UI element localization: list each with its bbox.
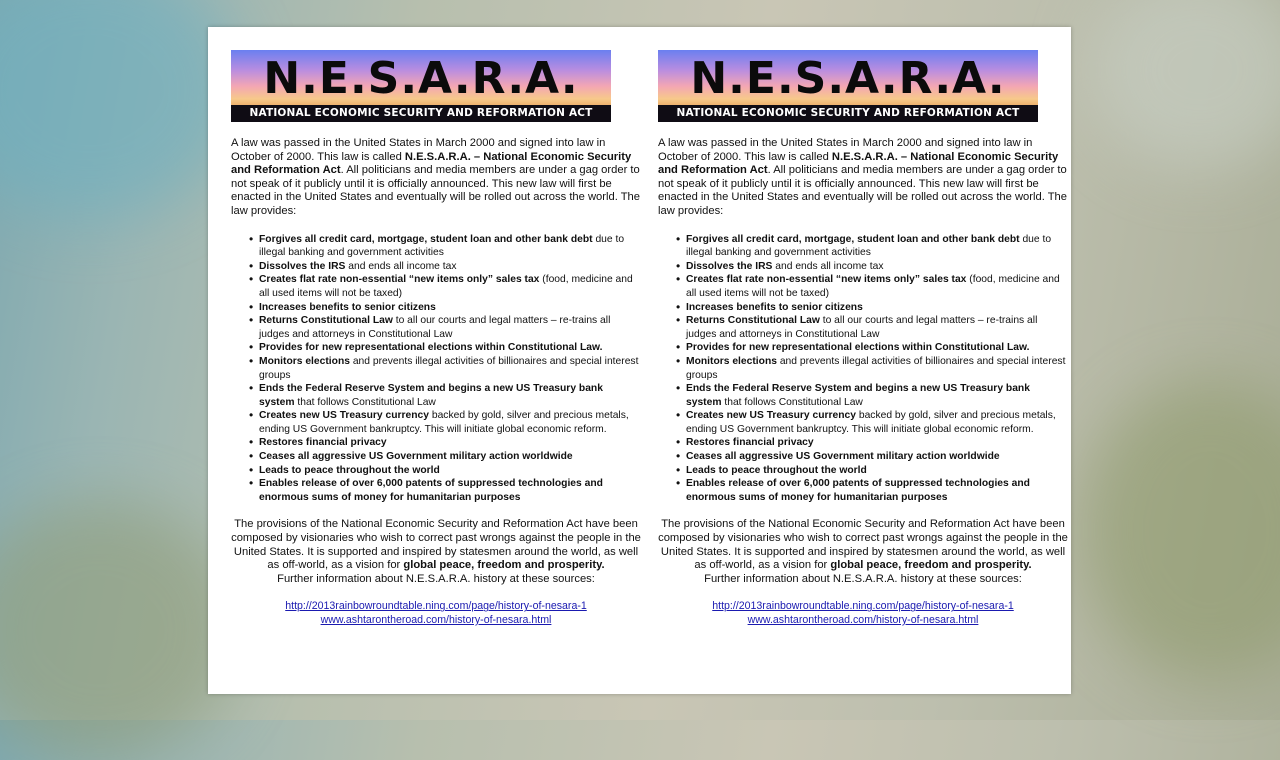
intro-paragraph: A law was passed in the United States in March 2000 and signed into law in October of 2000. This law is called N.E.S.A.R.A. – National Economic Security and Reformation Act. All politicians and media members are under a gag order to not speak of it publicly until it is officially announced. This new law will first be enacted in the United States and eventually will be rolled out across the world. The law provides: <box>658 137 1067 217</box>
flyer-left <box>231 50 641 628</box>
list-item: • Provides for new representational elections within Constitutional Law. <box>676 341 1068 355</box>
provisions-list <box>231 233 641 505</box>
law-name: N.E.S.A.R.A. – National Economic Security and Reformation Act <box>231 150 632 177</box>
list-item: • Provides for new representational elections within Constitutional Law. <box>249 341 641 355</box>
intro-paragraph: A law was passed in the United States in March 2000 and signed into law in October of 2000. This law is called N.E.S.A.R.A. – National Economic Security and Reformation Act. All politicians and media members are under a gag order to not speak of it publicly until it is officially announced. This new law will first be enacted in the United States and eventually will be rolled out across the world. The law provides: <box>231 137 640 217</box>
source-links <box>658 600 1068 627</box>
list-item: • Creates flat rate non-essential “new items only” sales tax (food, medicine and all used items will not be taxed) <box>249 273 641 300</box>
background-blur <box>0 500 240 760</box>
law-name: N.E.S.A.R.A. – National Economic Security and Reformation Act <box>658 150 1059 177</box>
list-item: • Enables release of over 6,000 patents of suppressed technologies and enormous sums of money for humanitarian purposes <box>249 477 641 504</box>
nesara-banner <box>231 50 611 122</box>
list-item: • Returns Constitutional Law to all our courts and legal matters – re-trains all judges and attorneys in Constitutional Law <box>676 314 1068 341</box>
list-item: • Ceases all aggressive US Government military action worldwide <box>676 450 1068 464</box>
provisions-list <box>658 233 1068 505</box>
list-item: • Monitors elections and prevents illegal activities of billionaires and special interest groups <box>676 355 1068 382</box>
list-item: • Monitors elections and prevents illegal activities of billionaires and special interest groups <box>249 355 641 382</box>
list-item: • Restores financial privacy <box>249 436 641 450</box>
list-item: • Increases benefits to senior citizens <box>249 301 641 315</box>
banner-title: N.E.S.A.R.A. <box>690 53 1006 104</box>
source-link-2[interactable]: www.ashtarontheroad.com/history-of-nesara.html <box>320 614 552 626</box>
list-item: • Leads to peace throughout the world <box>249 464 641 478</box>
list-item: • Forgives all credit card, mortgage, student loan and other bank debt due to illegal banking and government activities <box>676 233 1068 260</box>
list-item: • Creates new US Treasury currency backed by gold, silver and precious metals, ending US Government bankruptcy. This will initiate global economic reform. <box>249 409 641 436</box>
list-item: • Restores financial privacy <box>676 436 1068 450</box>
background-blur <box>1090 0 1280 170</box>
banner-subtitle: NATIONAL ECONOMIC SECURITY AND REFORMATION ACT <box>658 105 1038 122</box>
source-link-2[interactable]: www.ashtarontheroad.com/history-of-nesara.html <box>747 614 979 626</box>
source-link-1[interactable]: http://2013rainbowroundtable.ning.com/page/history-of-nesara-1 <box>712 600 1014 613</box>
list-item: • Enables release of over 6,000 patents of suppressed technologies and enormous sums of money for humanitarian purposes <box>676 477 1068 504</box>
closing-paragraph: The provisions of the National Economic Security and Reformation Act have been composed by visionaries who wish to correct past wrongs against the people in the United States. It is supported and inspired by statesmen around the world, as well as off-world, as a vision for global peace, freedom and prosperity. Further information about N.E.S.A.R.A. history at these sources: <box>231 518 641 585</box>
banner-subtitle: NATIONAL ECONOMIC SECURITY AND REFORMATION ACT <box>231 105 611 122</box>
list-item: • Dissolves the IRS and ends all income tax <box>676 260 1068 274</box>
flyer-right <box>658 50 1068 628</box>
closing-paragraph: The provisions of the National Economic Security and Reformation Act have been composed by visionaries who wish to correct past wrongs against the people in the United States. It is supported and inspired by statesmen around the world, as well as off-world, as a vision for global peace, freedom and prosperity. Further information about N.E.S.A.R.A. history at these sources: <box>658 518 1068 585</box>
list-item: • Leads to peace throughout the world <box>676 464 1068 478</box>
list-item: • Returns Constitutional Law to all our courts and legal matters – re-trains all judges and attorneys in Constitutional Law <box>249 314 641 341</box>
nesara-banner <box>658 50 1038 122</box>
list-item: • Forgives all credit card, mortgage, student loan and other bank debt due to illegal banking and government activities <box>249 233 641 260</box>
list-item: • Creates new US Treasury currency backed by gold, silver and precious metals, ending US Government bankruptcy. This will initiate global economic reform. <box>676 409 1068 436</box>
list-item: • Ends the Federal Reserve System and begins a new US Treasury bank system that follows Constitutional Law <box>249 382 641 409</box>
background-blur <box>1080 380 1280 680</box>
list-item: • Ceases all aggressive US Government military action worldwide <box>249 450 641 464</box>
banner-title: N.E.S.A.R.A. <box>263 53 579 104</box>
list-item: • Creates flat rate non-essential “new items only” sales tax (food, medicine and all used items will not be taxed) <box>676 273 1068 300</box>
source-link-1[interactable]: http://2013rainbowroundtable.ning.com/page/history-of-nesara-1 <box>285 600 587 613</box>
list-item: • Ends the Federal Reserve System and begins a new US Treasury bank system that follows Constitutional Law <box>676 382 1068 409</box>
document-sheet <box>208 27 1071 694</box>
list-item: • Dissolves the IRS and ends all income tax <box>249 260 641 274</box>
further-info: Further information about N.E.S.A.R.A. history at these sources: <box>277 572 595 585</box>
list-item: • Increases benefits to senior citizens <box>676 301 1068 315</box>
background-blur <box>0 0 240 220</box>
further-info: Further information about N.E.S.A.R.A. history at these sources: <box>704 572 1022 585</box>
source-links <box>231 600 641 627</box>
